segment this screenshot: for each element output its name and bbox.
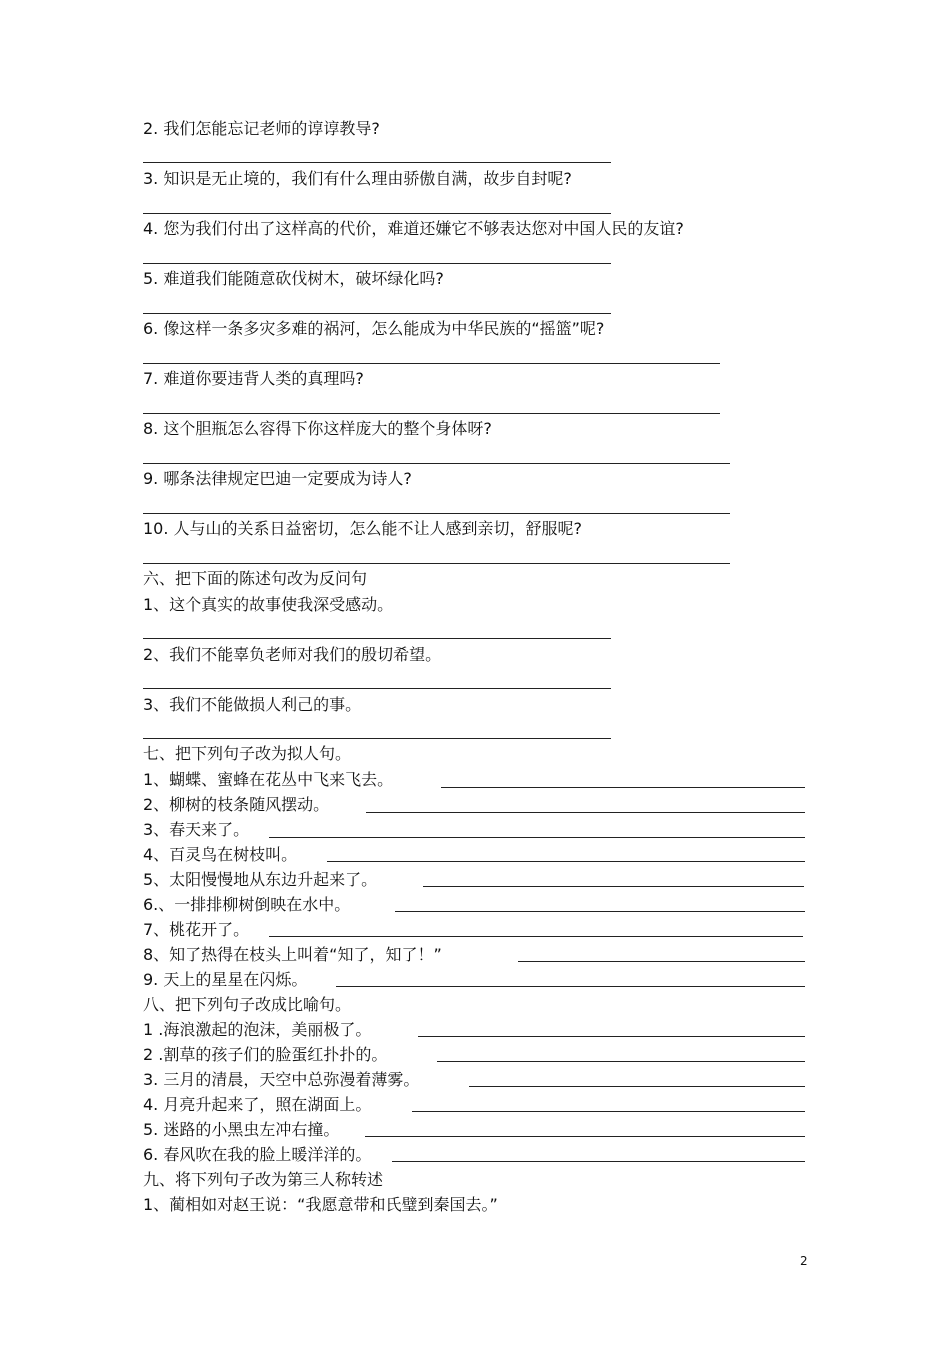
question-text: 9. 天上的星星在闪烁。 — [143, 970, 308, 989]
question-text: 3. 知识是无止境的，我们有什么理由骄傲自满，故步自封呢? — [143, 169, 572, 188]
answer-line[interactable] — [469, 1086, 805, 1087]
question-text: 5. 难道我们能随意砍伐树木，破坏绿化吗? — [143, 269, 444, 288]
answer-line[interactable] — [423, 886, 804, 887]
question-text: 1、这个真实的故事使我深受感动。 — [143, 595, 394, 614]
question-text: 5. 迷路的小黑虫左冲右撞。 — [143, 1120, 340, 1139]
answer-line[interactable] — [143, 413, 720, 414]
question-text: 3、我们不能做损人利己的事。 — [143, 695, 362, 714]
answer-line[interactable] — [518, 961, 805, 962]
answer-line[interactable] — [143, 213, 611, 214]
answer-line[interactable] — [392, 1161, 805, 1162]
answer-line[interactable] — [143, 638, 611, 639]
answer-line[interactable] — [143, 263, 611, 264]
question-text: 2. 我们怎能忘记老师的谆谆教导? — [143, 119, 380, 138]
answer-line[interactable] — [143, 563, 730, 564]
question-text: 7、桃花开了。 — [143, 920, 250, 939]
answer-line[interactable] — [143, 363, 720, 364]
answer-line[interactable] — [143, 162, 611, 163]
answer-line[interactable] — [412, 1111, 805, 1112]
question-text: 6. 像这样一条多灾多难的祸河，怎么能成为中华民族的“摇篮”呢? — [143, 319, 605, 338]
answer-line[interactable] — [269, 936, 803, 937]
answer-line[interactable] — [269, 837, 805, 838]
question-text: 8. 这个胆瓶怎么容得下你这样庞大的整个身体呀? — [143, 419, 492, 438]
answer-line[interactable] — [418, 1036, 805, 1037]
answer-line[interactable] — [395, 911, 805, 912]
answer-line[interactable] — [327, 861, 805, 862]
question-text: 3、春天来了。 — [143, 820, 250, 839]
question-text: 2 .割草的孩子们的脸蛋红扑扑的。 — [143, 1045, 388, 1064]
question-text: 3. 三月的清晨，天空中总弥漫着薄雾。 — [143, 1070, 420, 1089]
answer-line[interactable] — [336, 986, 805, 987]
answer-line[interactable] — [366, 812, 805, 813]
answer-line[interactable] — [441, 787, 805, 788]
section-heading: 九、将下列句子改为第三人称转述 — [143, 1170, 384, 1189]
answer-line[interactable] — [437, 1061, 805, 1062]
question-text: 5、太阳慢慢地从东边升起来了。 — [143, 870, 378, 889]
answer-line[interactable] — [143, 688, 611, 689]
answer-line[interactable] — [365, 1136, 805, 1137]
question-text: 2、我们不能辜负老师对我们的殷切希望。 — [143, 645, 442, 664]
question-text: 7. 难道你要违背人类的真理吗? — [143, 369, 364, 388]
question-text: 8、知了热得在枝头上叫着“知了，知了！” — [143, 945, 442, 964]
question-text: 6.、一排排柳树倒映在水中。 — [143, 895, 351, 914]
question-text: 10. 人与山的关系日益密切，怎么能不让人感到亲切，舒服呢? — [143, 519, 583, 538]
question-text: 1 .海浪激起的泡沫，美丽极了。 — [143, 1020, 372, 1039]
question-text: 1、蔺相如对赵王说：“我愿意带和氏璧到秦国去。” — [143, 1195, 498, 1214]
answer-line[interactable] — [143, 513, 730, 514]
question-text: 9. 哪条法律规定巴迪一定要成为诗人? — [143, 469, 412, 488]
answer-line[interactable] — [143, 313, 611, 314]
section-heading: 七、把下列句子改为拟人句。 — [143, 744, 352, 763]
question-text: 4. 您为我们付出了这样高的代价，难道还嫌它不够表达您对中国人民的友谊? — [143, 219, 684, 238]
question-text: 6. 春风吹在我的脸上暖洋洋的。 — [143, 1145, 372, 1164]
question-text: 2、柳树的枝条随风摆动。 — [143, 795, 330, 814]
answer-line[interactable] — [143, 738, 611, 739]
section-heading: 八、把下列句子改成比喻句。 — [143, 995, 352, 1014]
answer-line[interactable] — [143, 463, 730, 464]
question-text: 1、蝴蝶、蜜蜂在花丛中飞来飞去。 — [143, 770, 394, 789]
section-heading: 六、把下面的陈述句改为反问句 — [143, 569, 368, 588]
page-number: 2 — [800, 1254, 808, 1268]
question-text: 4. 月亮升起来了，照在湖面上。 — [143, 1095, 372, 1114]
question-text: 4、百灵鸟在树枝叫。 — [143, 845, 298, 864]
